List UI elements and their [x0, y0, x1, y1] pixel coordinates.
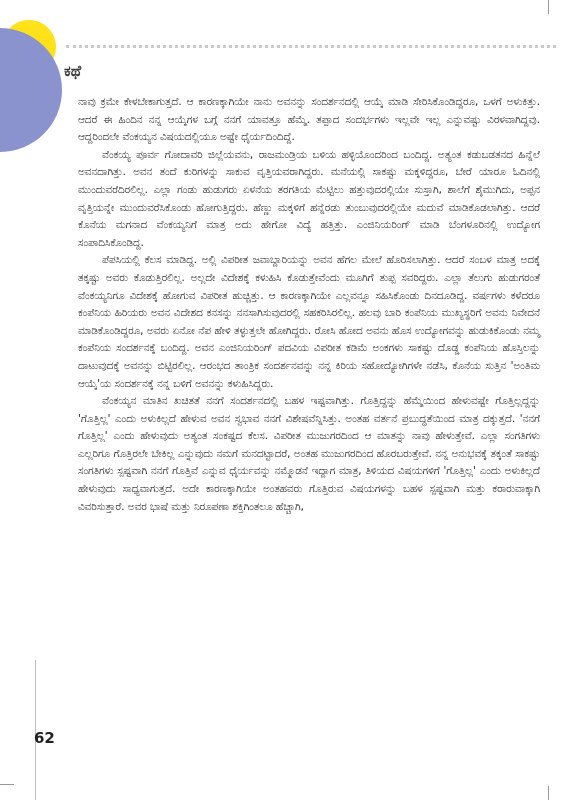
page-number: 62: [34, 729, 55, 747]
crop-mark-top-right: [548, 0, 549, 14]
crop-mark-bottom-left: [0, 784, 14, 785]
paragraph-3: ಪೆಪಸಿಯಲ್ಲಿ ಕೆಲಸ ಮಾಡಿದ್ದ. ಅಲ್ಲಿ ವಿಪರೀತ ಜವಾಬ್ದಾರಿಯನ್ನು ಅವನ ಹೆಗಲ ಮೇಲೆ ಹೊರಿಸಲಾಗಿತ್ತು. ಆದರೆ ಸಂಬಳ ಮಾತ್ರ ಅದಕ್ಕೆ ತಕ್ಕಷ್ಟು ಅವರು ಕೊಡುತ್ತಿರಲಿಲ್ಲ. ಅಲ್ಲದೇ ವಿದೇಶಕ್ಕೆ ಕಳುಹಿಸಿ ಕೊಡುತ್ತೇವೆಂದು ಮೂಗಿಗೆ ತುಪ್ಪ ಸವರಿದ್ದರು. ಎಲ್ಲಾ ತೆಲುಗು ಹುಡುಗರಂತೆ ವೆಂಕಯ್ಯನಿಗೂ ವಿದೇಶಕ್ಕೆ ಹೋಗುವ ವಿಪರೀತ ಹುಚ್ಚಿತ್ತು. ಆ ಕಾರಣಕ್ಕಾಗಿಯೇ ಎಲ್ಲವನ್ನೂ ಸಹಿಸಿಕೊಂಡು ದಿನದೂಡಿದ್ದ. ವರ್ಷಗಳು ಕಳೆದರೂ ಕಂಪೆನಿಯ ಹಿರಿಯರು ಅವನ ವಿದೇಶದ ಕನಸನ್ನು ನನಸಾಗಿಸುವುದರಲ್ಲಿ ಸಹಕರಿಸಿರಲಿಲ್ಲ. ಹಲವು ಬಾರಿ ಕಂಪೆನಿಯ ಮುಖ್ಯಸ್ಥರಿಗೆ ಅವನು ನಿವೇದನೆ ಮಾಡಿಕೊಂಡಿದ್ದರೂ, ಅವರು ಏನೋ ನೆಪ ಹೇಳಿ ತಳ್ಳುತ್ತಲೇ ಹೋಗಿದ್ದರು. ರೋಸಿ ಹೋದ ಅವನು ಹೊಸ ಉದ್ಯೋಗವನ್ನು ಹುಡುಕಿಕೊಂಡು ನಮ್ಮ ಕಂಪೆನಿಯ ಸಂದರ್ಶನಕ್ಕೆ ಬಂದಿದ್ದ. ಅವನ ಎಂಜಿನಿಯರಿಂಗ್ ಪದವಿಯ ವಿಪರೀತ ಕಡಿಮೆ ಅಂಕಗಳು ಸಾಕಷ್ಟು ದೊಡ್ಡ ಕಂಪೆನಿಯ ಹೊಸ್ತಿಲನ್ನು ದಾಟುವುದಕ್ಕೆ ಅವನನ್ನು ಬಿಟ್ಟಿರಲಿಲ್ಲ. ಆರಂಭದ ತಾಂತ್ರಿಕ ಸಂದರ್ಶನವನ್ನು ನನ್ನ ಕಿರಿಯ ಸಹೋದ್ಯೋಗಿಗಳೇ ನಡೆಸಿ, ಕೊನೆಯ ಸುತ್ತಿನ 'ಅಂತಿಮ ಆಯ್ಕೆ'ಯ ಸಂದರ್ಶನಕ್ಕೆ ನನ್ನ ಬಳಿಗೆ ಅವನನ್ನು ಕಳುಹಿಸಿದ್ದರು.: [78, 254, 540, 390]
story-text: [78, 94, 540, 516]
paragraph-1: ನಾವು ಕ್ರಮೇ ಕೇಳಬೇಕಾಗುತ್ತದೆ. ಆ ಕಾರಣಕ್ಕಾಗಿಯೇ ನಾನು ಅವನನ್ನು ಸಂದರ್ಶನದಲ್ಲಿ ಆಯ್ಕೆ ಮಾಡಿ ಸೇರಿಸಿಕೊಂಡಿದ್ದರೂ, ಒಳಗೆ ಅಳುಕಿತ್ತು. ಆದರೆ ಈ ಹಿಂದಿನ ನನ್ನ ಆಯ್ಕೆಗಳ ಬಗ್ಗೆ ನನಗೆ ಯಾವತ್ತೂ ಹೆಮ್ಮೆ. ತಪ್ಪಾದ ಸಂದರ್ಭಗಳು ಇಲ್ಲವೇ ಇಲ್ಲ ಎನ್ನುವಷ್ಟು ವಿರಳವಾಗಿದ್ದವು. ಆದ್ದರಿಂದಲೇ ವೆಂಕಯ್ಯನ ವಿಷಯದಲ್ಲಿಯೂ ಅಷ್ಟೇ ಧೈರ್ಯದಿಂದಿದ್ದೆ.: [78, 96, 540, 144]
crop-mark-bottom-right: [548, 786, 549, 800]
section-title: ಕಥೆ: [64, 62, 82, 80]
dotted-header-rule: [66, 45, 556, 48]
paragraph-4: ವೆಂಕಯ್ಯನ ಮಾತಿನ ಖಚಿತತೆ ನನಗೆ ಸಂದರ್ಶನದಲ್ಲಿ ಬಹಳ ಇಷ್ಟವಾಗಿತ್ತು. ಗೊತ್ತಿದ್ದನ್ನು ಹೆಮ್ಮೆಯಿಂದ ಹೇಳುವಷ್ಟೇ ಗೊತ್ತಿಲ್ಲದ್ದನ್ನು 'ಗೊತ್ತಿಲ್ಲ' ಎಂದು ಅಳುಕಿಲ್ಲದೆ ಹೇಳುವ ಅವನ ಸ್ವಭಾವ ನನಗೆ ವಿಶೇಷವೆನ್ನಿಸಿತ್ತು. ಅಂತಹ ವರ್ತನೆ ಪ್ರಬುದ್ಧತೆಯಿಂದ ಮಾತ್ರ ದಕ್ಕುತ್ತದೆ. 'ನನಗೆ ಗೊತ್ತಿಲ್ಲ' ಎಂದು ಹೇಳುವುದು ಅತ್ಯಂತ ಸಂಕಷ್ಟದ ಕೆಲಸ. ವಿಪರೀತ ಮುಜುಗರದಿಂದ ಆ ಮಾತನ್ನು ನಾವು ಹೇಳುತ್ತೇವೆ. ಎಲ್ಲಾ ಸಂಗತಿಗಳು ಎಲ್ಲರಿಗೂ ಗೊತ್ತಿರಲೇ ಬೇಕಿಲ್ಲ ಎನ್ನುವುದು ನಮಗೆ ಮನದಟ್ಟಾದರೆ, ಅಂತಹ ಮುಜುಗರದಿಂದ ಹೊರಬರುತ್ತೇವೆ. ನನ್ನ ಅನುಭವಕ್ಕೆ ತಕ್ಕಂತೆ ಸಾಕಷ್ಟು ಸಂಗತಿಗಳು ಸ್ಪಷ್ಟವಾಗಿ ನನಗೆ ಗೊತ್ತಿವೆ ಎನ್ನುವ ಧೈರ್ಯವನ್ನು ನಮ್ಮೊಡನೆ ಇದ್ದಾಗ ಮಾತ್ರ, ತಿಳಿಯದ ವಿಷಯಗಳಿಗೆ 'ಗೊತ್ತಿಲ್ಲ' ಎಂದು ಅಳುಕಿಲ್ಲದೆ ಹೇಳುವುದು ಸಾಧ್ಯವಾಗುತ್ತದೆ. ಅದೇ ಕಾರಣಕ್ಕಾಗಿಯೇ ಅಂತಹವರು ಗೊತ್ತಿರುವ ವಿಷಯಗಳನ್ನು ಬಹಳ ಸ್ಪಷ್ಟವಾಗಿ ಮತ್ತು ಕರಾರುವಾಕ್ಕಾಗಿ ವಿವರಿಸುತ್ತಾರೆ. ಅವರ ಭಾಷೆ ಮತ್ತು ನಿರೂಪಣಾ ಶಕ್ತಿಗಿಂತಲೂ ಹೆಚ್ಚಾಗಿ,: [78, 395, 540, 513]
paragraph-2: ವೆಂಕಯ್ಯ ಪೂರ್ವ ಗೋದಾವರಿ ಜಿಲ್ಲೆಯವನು, ರಾಜಮಂಡ್ರಿಯ ಬಳಿಯ ಹಳ್ಳಿಯೊಂದರಿಂದ ಬಂದಿದ್ದ. ಅತ್ಯಂತ ಕಡುಬಡತನದ ಹಿನ್ನೆಲೆ ಅವನದಾಗಿತ್ತು. ಅವನ ತಂದೆ ಕುರಿಗಳನ್ನು ಸಾಕುವ ವೃತ್ತಿಯವರಾಗಿದ್ದರು. ಮನೆಯಲ್ಲಿ ಸಾಕಷ್ಟು ಮಕ್ಕಳಿದ್ದರೂ, ಬೇರೆ ಯಾರೂ ಓದಿನಲ್ಲಿ ಮುಂದುವರೆದಿರಲಿಲ್ಲ. ಎಲ್ಲಾ ಗಂಡು ಹುಡುಗರು ಏಳನೆಯ ತರಗತಿಯ ಮೆಟ್ಟಿಲು ಹತ್ತುವುದರಲ್ಲಿಯೇ ಸುಸ್ತಾಗಿ, ಶಾಲೆಗೆ ಶೈಮುಗಿದು, ಅಪ್ಪನ ವೃತ್ತಿಯನ್ನೇ ಮುಂದುವರೆಸಿಕೊಂಡು ಹೋಗುತ್ತಿದ್ದರು. ಹೆಣ್ಣು ಮಕ್ಕಳಿಗೆ ಹನ್ನೆರಡು ತುಂಬುವುದರಲ್ಲಿಯೇ ಮದುವೆ ಮಾಡಿಕೊಡಲಾಗಿತ್ತು. ಆದರೆ ಕೊನೆಯ ಮಗನಾದ ವೆಂಕಯ್ಯನಿಗೆ ಮಾತ್ರ ಅದು ಹೇಗೋ ವಿದ್ಯೆ ಹತ್ತಿತ್ತು. ಎಂಜಿನಿಯರಿಂಗ್ ಮಾಡಿ ಬೆಂಗಳೂರಿನಲ್ಲಿ ಉದ್ಯೋಗ ಸಂಪಾದಿಸಿಕೊಂಡಿದ್ದ.: [78, 148, 540, 249]
